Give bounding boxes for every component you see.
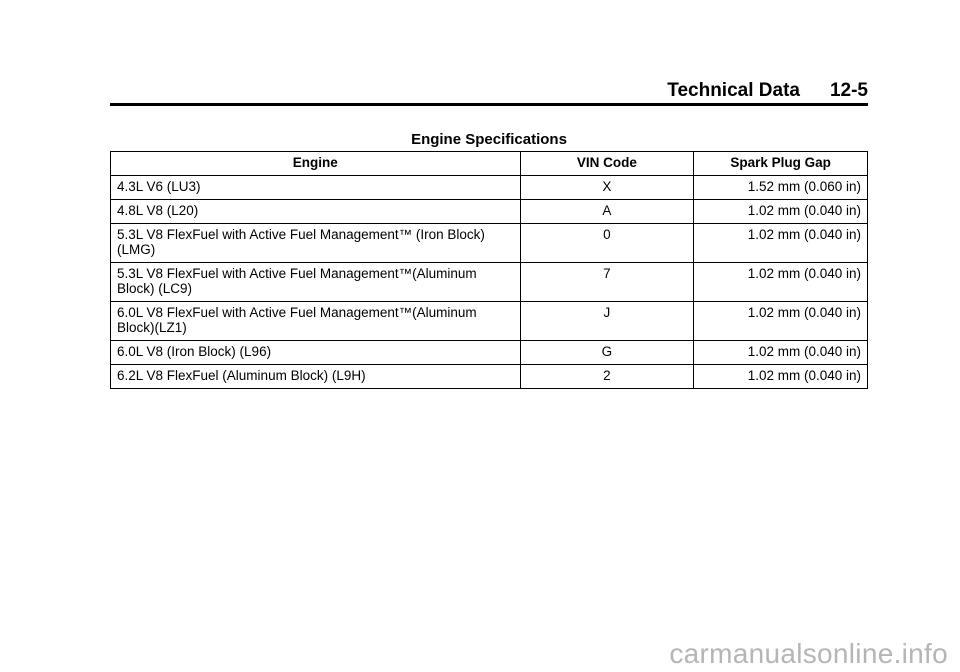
table-row: [111, 224, 868, 263]
table-row: [111, 302, 868, 341]
watermark: carmanualsonline.info: [669, 638, 948, 669]
vin-code-cell: 7: [520, 263, 694, 302]
engine-specifications-table: [110, 151, 868, 389]
vin-code-cell: 0: [520, 224, 694, 263]
engine-cell: 4.3L V6 (LU3): [111, 176, 521, 200]
page-number: 12-5: [829, 80, 868, 101]
engine-cell: 5.3L V8 FlexFuel with Active Fuel Management™(Aluminum Block) (LC9): [111, 263, 521, 302]
vin-code-cell: J: [520, 302, 694, 341]
spark-plug-gap-cell: 1.02 mm (0.040 in): [694, 224, 868, 263]
header-rule: [110, 103, 868, 106]
page-header: [667, 80, 868, 102]
engine-cell: 5.3L V8 FlexFuel with Active Fuel Management™ (Iron Block) (LMG): [111, 224, 521, 263]
spark-plug-gap-cell: 1.02 mm (0.040 in): [694, 200, 868, 224]
vin-code-cell: 2: [520, 365, 694, 389]
column-header-spark-plug-gap: Spark Plug Gap: [694, 152, 868, 176]
engine-cell: 6.0L V8 (Iron Block) (L96): [111, 341, 521, 365]
vin-code-cell: G: [520, 341, 694, 365]
column-header-engine: Engine: [111, 152, 521, 176]
column-header-vin-code: VIN Code: [520, 152, 694, 176]
engine-cell: 4.8L V8 (L20): [111, 200, 521, 224]
spark-plug-gap-cell: 1.02 mm (0.040 in): [694, 263, 868, 302]
engine-cell: 6.0L V8 FlexFuel with Active Fuel Management™(Aluminum Block)(LZ1): [111, 302, 521, 341]
spark-plug-gap-cell: 1.02 mm (0.040 in): [694, 302, 868, 341]
table-title: Engine Specifications: [411, 131, 567, 148]
table-row: [111, 263, 868, 302]
table-header-row: [111, 152, 868, 176]
engine-cell: 6.2L V8 FlexFuel (Aluminum Block) (L9H): [111, 365, 521, 389]
table-row: [111, 176, 868, 200]
table-row: [111, 200, 868, 224]
vin-code-cell: A: [520, 200, 694, 224]
table-row: [111, 365, 868, 389]
spark-plug-gap-cell: 1.02 mm (0.040 in): [694, 341, 868, 365]
section-title: Technical Data: [667, 80, 800, 101]
spark-plug-gap-cell: 1.02 mm (0.040 in): [694, 365, 868, 389]
spark-plug-gap-cell: 1.52 mm (0.060 in): [694, 176, 868, 200]
vin-code-cell: X: [520, 176, 694, 200]
table-row: [111, 341, 868, 365]
